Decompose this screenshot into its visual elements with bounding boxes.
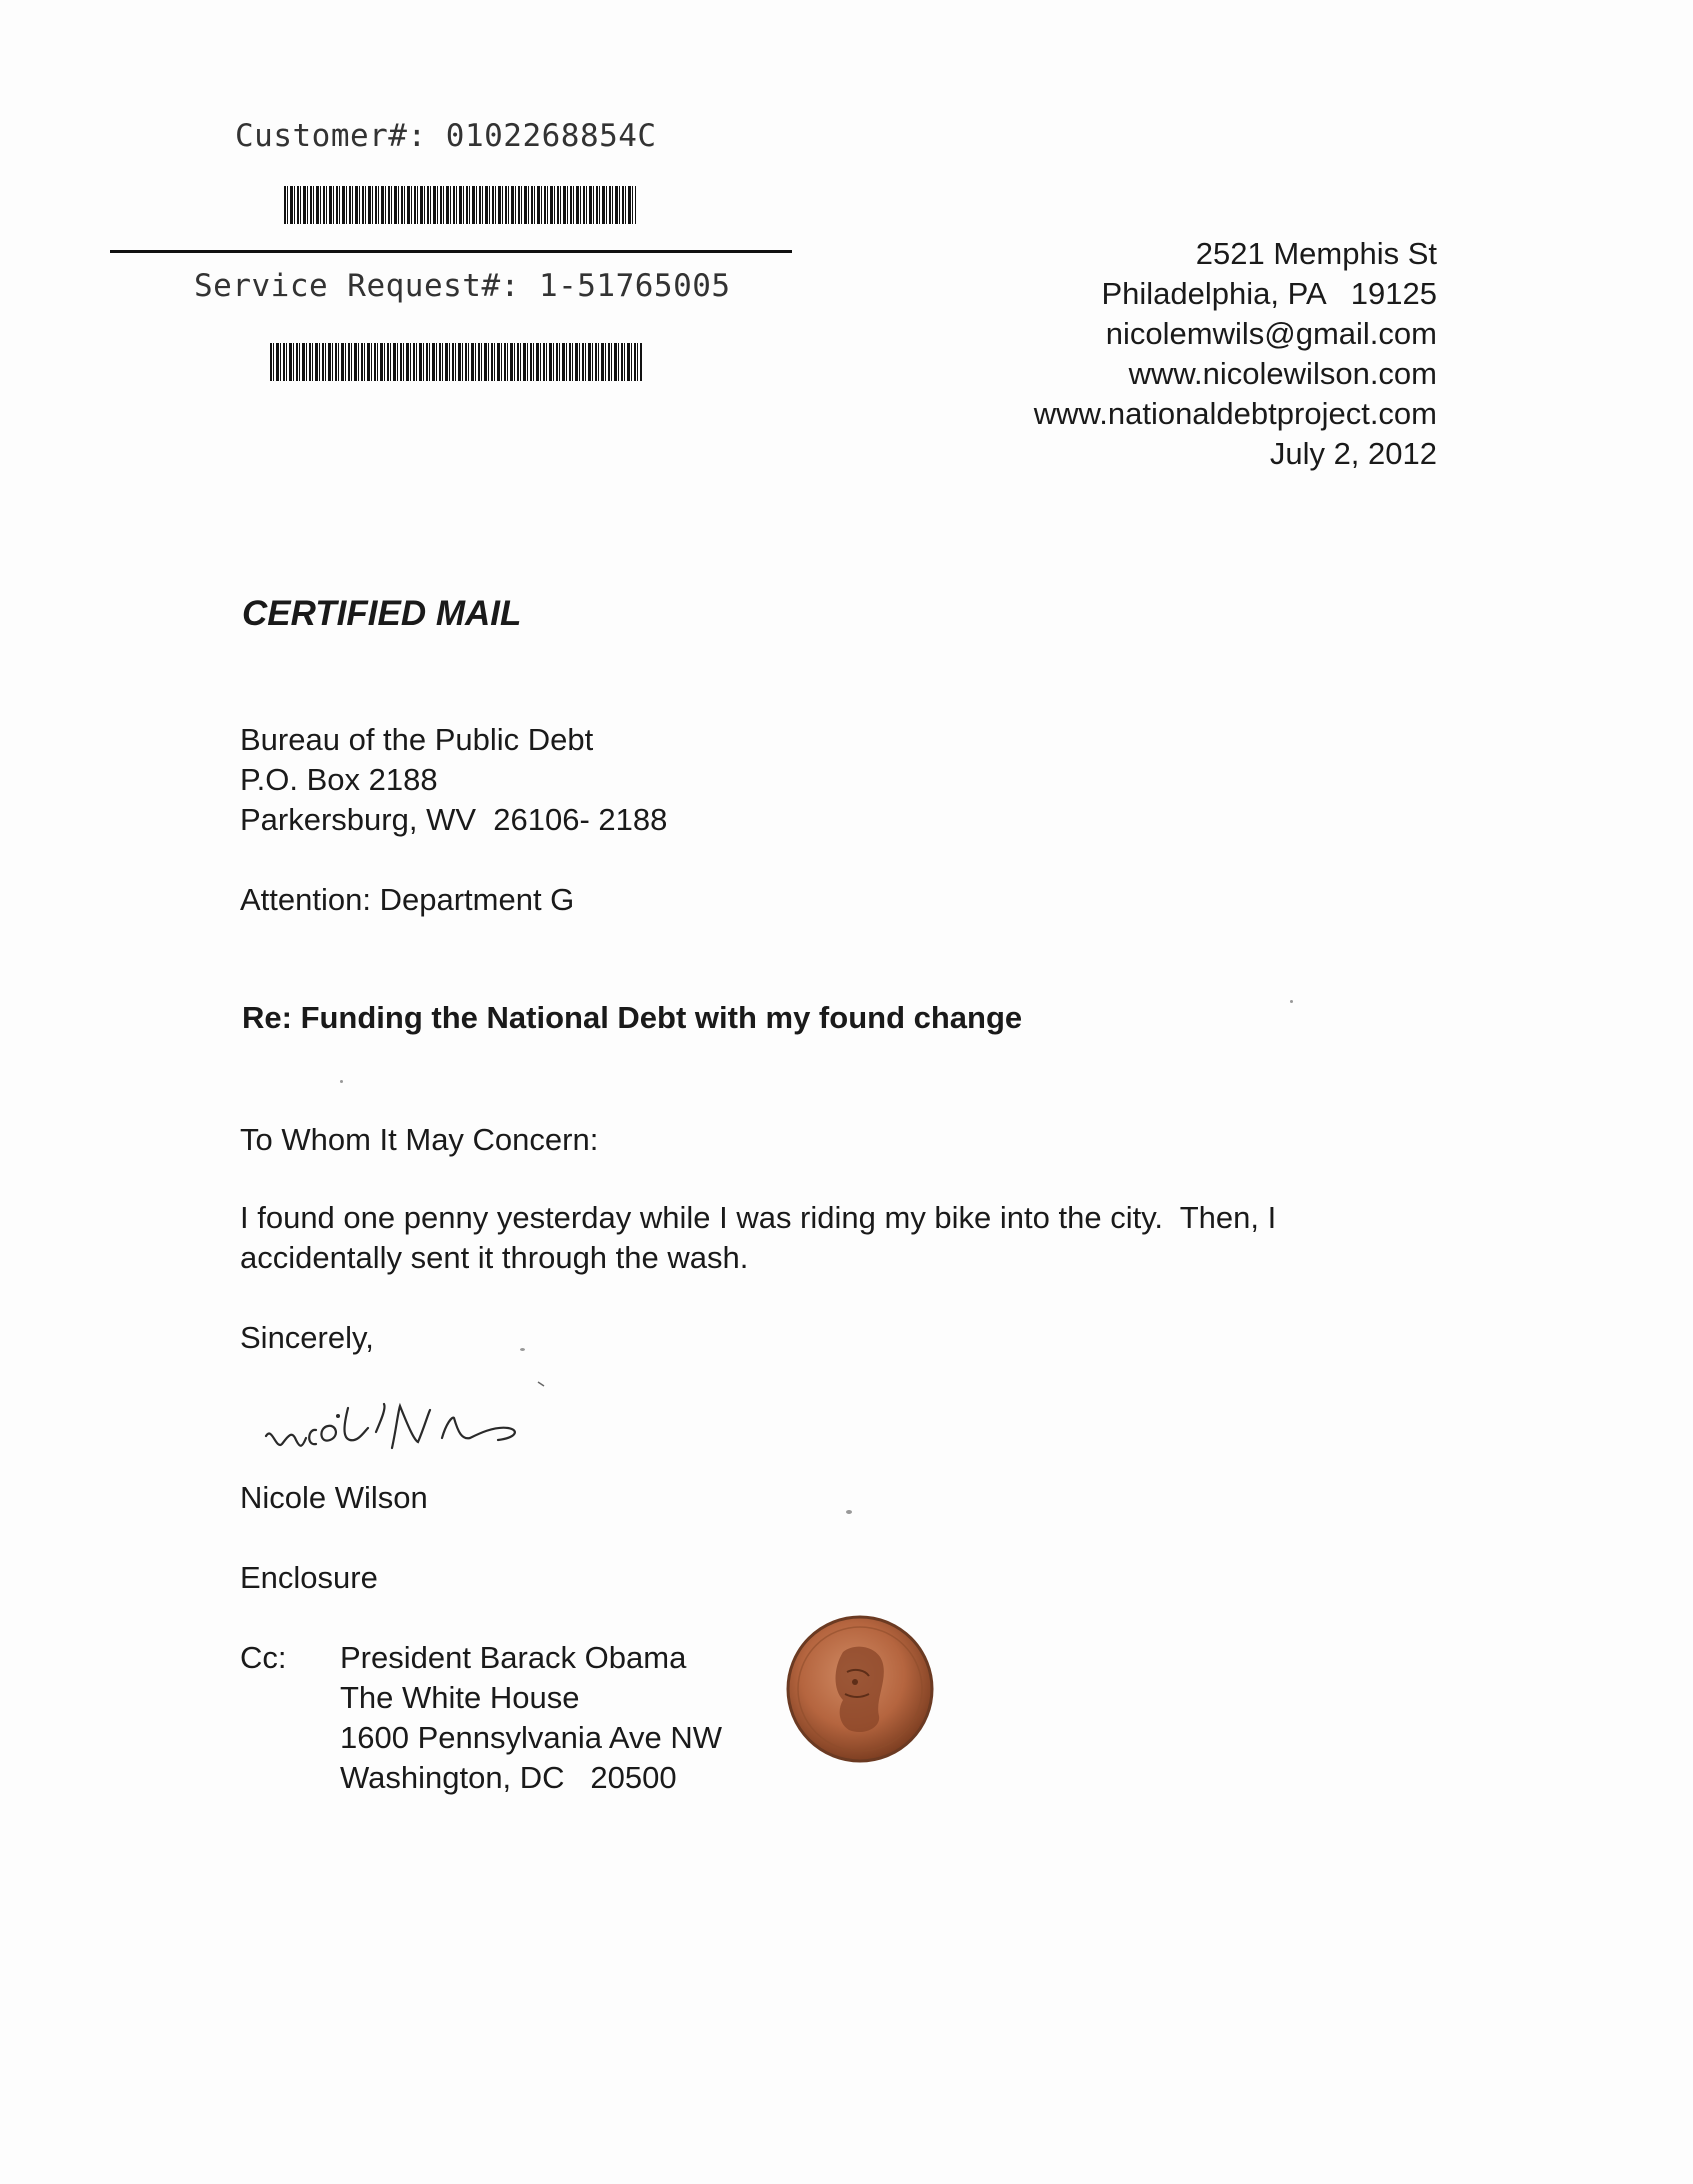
recipient-line-1: Bureau of the Public Debt [240,722,594,757]
certified-mail-heading: CERTIFIED MAIL [242,594,522,633]
sender-website-project: www.nationaldebtproject.com [1033,396,1437,431]
enclosure-note: Enclosure [240,1560,378,1595]
handwritten-signature [258,1378,638,1468]
customer-barcode [284,186,636,224]
cc-line-1: President Barack Obama [340,1640,687,1675]
service-request-barcode [270,343,642,381]
scan-speck [846,1510,852,1514]
scan-speck [520,1348,525,1351]
body-line-2: accidentally sent it through the wash. [240,1240,749,1275]
sender-website: www.nicolewilson.com [1128,356,1437,391]
attention-line: Attention: Department G [240,882,575,917]
cc-line-3: 1600 Pennsylvania Ave NW [340,1720,722,1755]
signer-name: Nicole Wilson [240,1480,428,1515]
recipient-address-block [240,720,667,840]
cc-label: Cc: [240,1640,287,1675]
penny-coin-image [783,1612,937,1766]
header-divider [110,250,792,253]
sender-street: 2521 Memphis St [1195,236,1437,271]
sender-email: nicolemwils@gmail.com [1105,316,1437,351]
letter-date: July 2, 2012 [1269,436,1437,471]
cc-line-2: The White House [340,1680,580,1715]
letter-body [240,1198,1440,1278]
recipient-line-2: P.O. Box 2188 [240,762,438,797]
body-line-1: I found one penny yesterday while I was riding my bike into the city. Then, I [240,1200,1277,1235]
sender-city: Philadelphia, PA 19125 [1101,276,1437,311]
cc-address-block [340,1638,722,1798]
sender-address-block [1034,234,1437,474]
cc-line-4: Washington, DC 20500 [340,1760,677,1795]
closing: Sincerely, [240,1320,374,1355]
recipient-line-3: Parkersburg, WV 26106- 2188 [240,802,668,837]
customer-number: Customer#: 0102268854C [235,118,657,154]
subject-line: Re: Funding the National Debt with my found change [242,1000,1023,1035]
salutation: To Whom It May Concern: [240,1122,599,1157]
service-request-number: Service Request#: 1-51765005 [194,268,731,304]
scan-speck [340,1080,343,1083]
scan-speck [1290,1000,1293,1003]
